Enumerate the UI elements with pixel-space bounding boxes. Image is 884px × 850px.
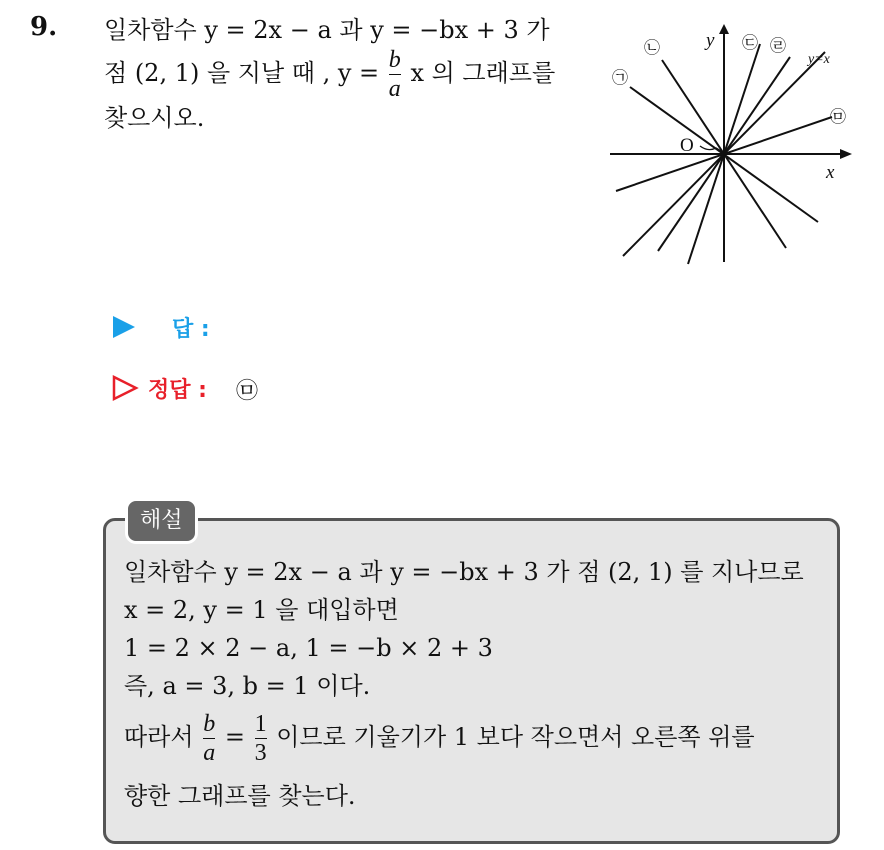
fraction-denominator: a bbox=[203, 740, 216, 766]
fraction-b-over-a bbox=[389, 48, 401, 101]
explanation-line-1: 일차함수 y = 2x − a 과 y = −bx + 3 가 점 (2, 1) 를 지나므로 bbox=[124, 558, 804, 586]
label-d: ㉣ bbox=[769, 36, 787, 55]
label-a: ㉠ bbox=[611, 68, 629, 87]
fraction-one-third bbox=[255, 712, 267, 765]
identity-line-label: y=x bbox=[808, 52, 830, 67]
question-line-2-post: x 의 그래프를 bbox=[410, 59, 556, 87]
fraction-denominator: 3 bbox=[254, 740, 267, 766]
question-number: 9. bbox=[30, 12, 58, 42]
fraction-numerator: b bbox=[203, 711, 216, 737]
fraction-bar bbox=[389, 74, 401, 75]
correct-label: 정답 : bbox=[148, 378, 207, 403]
fraction-numerator: b bbox=[388, 47, 401, 73]
fraction-b-over-a-exp bbox=[203, 712, 215, 765]
question-line-2 bbox=[104, 48, 555, 101]
explanation-line-5-pre: 따라서 bbox=[124, 723, 194, 751]
explanation-line-6: 향한 그래프를 찾는다. bbox=[124, 782, 356, 810]
y-axis-arrow bbox=[719, 24, 729, 34]
fraction-bar bbox=[255, 738, 267, 739]
explanation-line-5 bbox=[124, 712, 755, 765]
label-e: ㉤ bbox=[829, 107, 847, 126]
label-b: ㉡ bbox=[643, 38, 661, 57]
fraction-denominator: a bbox=[388, 76, 401, 102]
label-c: ㉢ bbox=[741, 33, 759, 52]
y-axis-label: y bbox=[706, 30, 715, 51]
x-axis-label: x bbox=[826, 162, 835, 183]
x-axis-arrow bbox=[840, 149, 852, 159]
equals-sign: = bbox=[224, 723, 245, 751]
explanation-tag: 해설 bbox=[125, 498, 198, 544]
explanation-line-5-post: 이므로 기울기가 1 보다 작으면서 오른쪽 위를 bbox=[276, 723, 755, 751]
line-graph bbox=[600, 22, 860, 267]
question-line-1: 일차함수 y = 2x − a 과 y = −bx + 3 가 bbox=[104, 16, 550, 44]
fraction-bar bbox=[203, 738, 215, 739]
answer-arrow-icon bbox=[111, 314, 137, 340]
fraction-numerator: 1 bbox=[254, 711, 267, 737]
question-line-3: 찾으시오. bbox=[104, 104, 205, 132]
explanation-line-4: 즉, a = 3, b = 1 이다. bbox=[124, 672, 371, 700]
explanation-line-3: 1 = 2 × 2 − a, 1 = −b × 2 + 3 bbox=[124, 634, 493, 662]
correct-value: ㉤ bbox=[236, 379, 259, 404]
question-line-2-pre: 점 (2, 1) 을 지날 때 , y = bbox=[104, 59, 380, 87]
origin-label: O bbox=[680, 135, 694, 156]
answer-label: 답 : bbox=[172, 317, 210, 342]
correct-arrow-icon bbox=[111, 374, 139, 402]
explanation-line-2: x = 2, y = 1 을 대입하면 bbox=[124, 596, 399, 624]
